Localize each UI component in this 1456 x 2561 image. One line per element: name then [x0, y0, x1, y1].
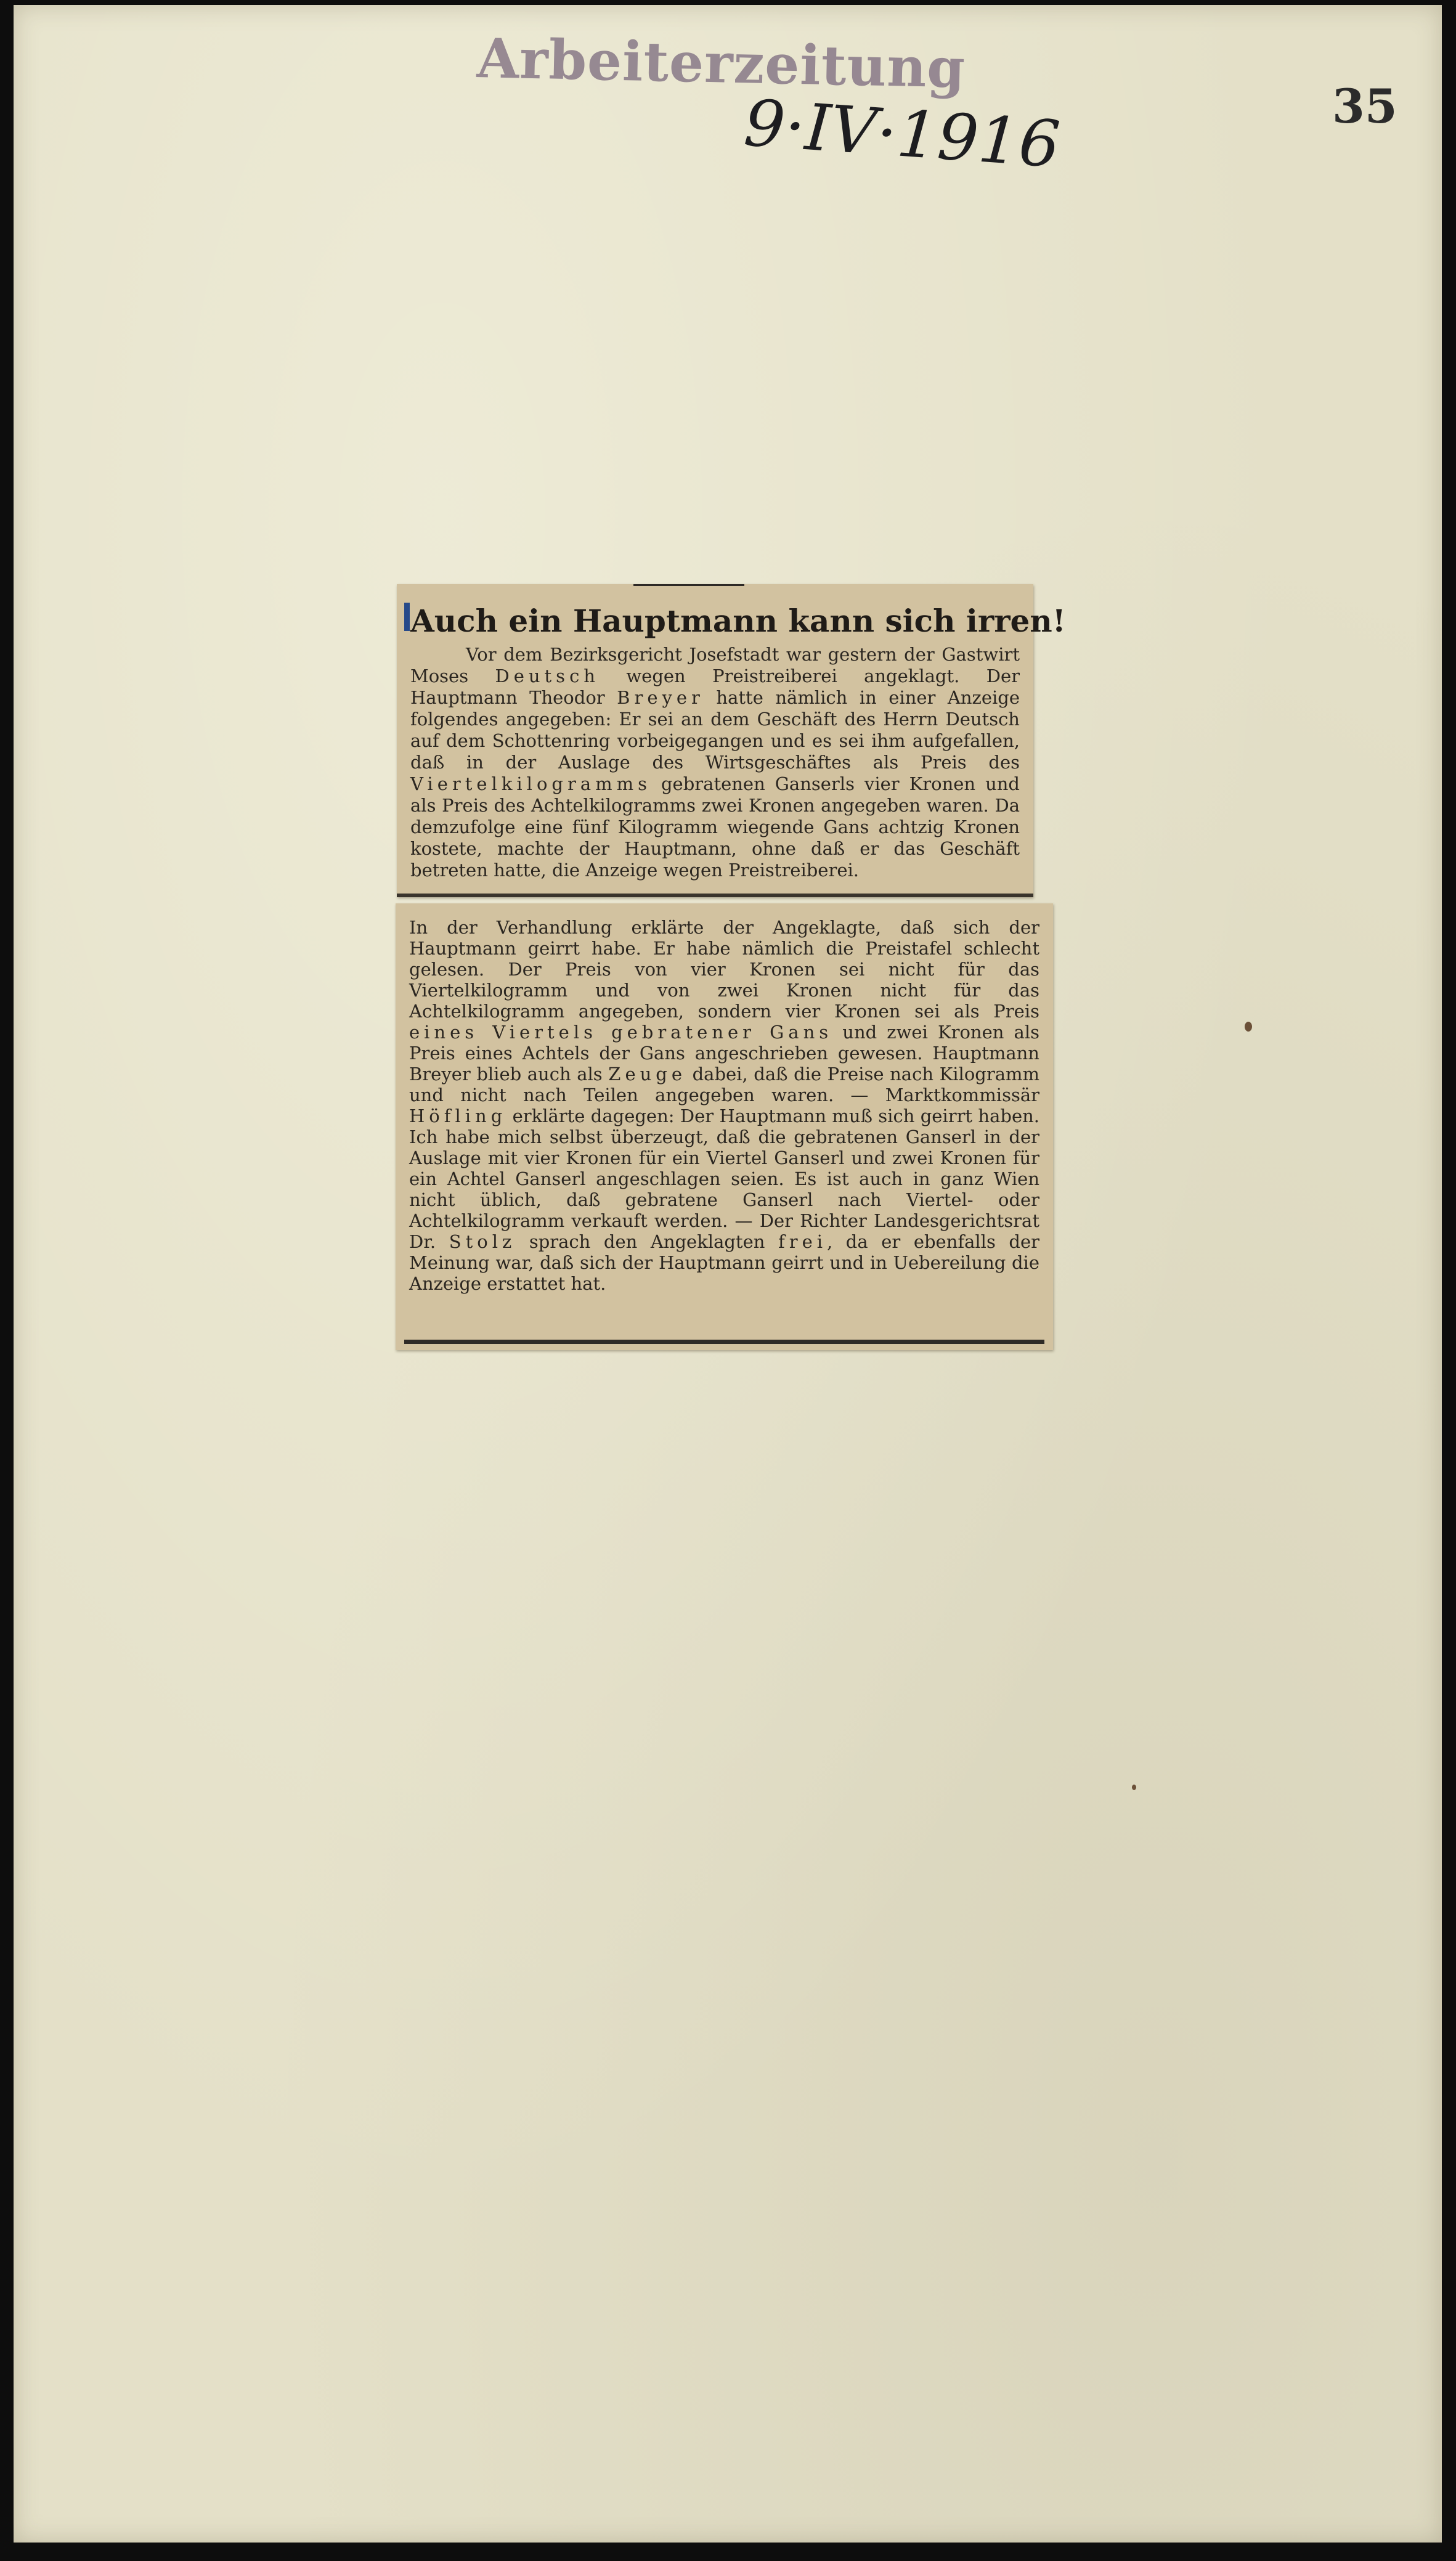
text-run: und zwei Kronen als Preis eines Achtels der Gans angeschrieben gewesen. Hauptmann Breyer blieb auch als — [409, 1022, 1040, 1085]
text-run: gebratenen Ganserls vier Kronen und als Preis des Achtelkilogramms zwei Kronen angegeben waren. Da demzufolge eine fünf Kilogramm wiegende Gans achtzig Kronen kostete, machte der Hauptmann, ohne daß er das Geschäft betreten hatte, die Anzeige wegen Preistreiberei. — [410, 773, 1020, 881]
publication-stamp: Arbeiterzeitung — [476, 26, 967, 100]
newspaper-clipping-bottom — [396, 903, 1053, 1350]
emphasized-term: frei — [778, 1231, 828, 1252]
text-run: dabei, daß die Preise nach Kilogramm und nicht nach Teilen angegeben waren. — Marktkommissär — [409, 1064, 1039, 1105]
paper-speck — [1245, 1022, 1252, 1032]
text-run: erklärte dagegen: Der Hauptmann muß sich geirrt haben. Ich habe mich selbst überzeugt, daß die gebratenen Ganserl in der Auslage mit vier Kronen für ein Viertel Ganserl und zwei Kronen für ein Achtel Ganserl angeschlagen seien. Es ist auch in ganz Wien nicht üblich, daß gebratene Ganserl nach Viertel- oder Achtelkilogramm verkauft werden. — Der Richter Landesgerichtsrat Dr. — [409, 1105, 1039, 1252]
blue-tab-mark — [404, 603, 410, 631]
emphasized-term: Viertelkilogramms — [410, 773, 652, 794]
emphasized-name: Stolz — [449, 1231, 516, 1252]
paper-speck — [1132, 1785, 1136, 1790]
article-paragraph-1 — [410, 644, 1020, 881]
article-paragraph-2 — [409, 917, 1039, 1294]
emphasized-name: Höfling — [409, 1105, 507, 1126]
emphasized-term: Zeuge — [608, 1064, 687, 1085]
emphasized-name: Breyer — [617, 687, 704, 708]
text-run: , da er ebenfalls der Meinung war, daß sich der Hauptmann geirrt und in Uebereilung die Anzeige erstattet hat. — [409, 1231, 1039, 1294]
text-run: In der Verhandlung erklärte der Angeklagte, daß sich der Hauptmann geirrt habe. Er habe nämlich die Preistafel schlecht gelesen. Der Preis von vier Kronen sei nicht für das Viertelkilogramm und von zwei Kronen nicht für das Achtelkilogramm angegeben, sondern vier Kronen sei als Preis — [409, 917, 1039, 1022]
text-run: wegen Preistreiberei angeklagt. Der Hauptmann Theodor — [410, 666, 1020, 708]
emphasized-phrase: eines Viertels gebratener Gans — [409, 1022, 833, 1043]
newspaper-clipping-top — [397, 584, 1066, 897]
page-number: 35 — [1332, 79, 1397, 134]
text-run: sprach den Angeklagten — [516, 1231, 778, 1252]
archive-sheet — [14, 5, 1442, 2543]
emphasized-name: Deutsch — [495, 666, 600, 686]
text-run: hatte nämlich in einer Anzeige folgendes angegeben: Er sei an dem Geschäft des Herrn Deutsch auf dem Schottenring vorbeigegangen und es sei ihm aufgefallen, daß in der Auslage des Wirtsgeschäftes als Preis des — [410, 687, 1020, 773]
handwritten-date: 9·IV·1916 — [741, 85, 1063, 182]
column-end-rule — [404, 1340, 1044, 1344]
article-headline: Auch ein Hauptmann kann sich irren! — [410, 603, 1066, 639]
text-run: Vor dem Bezirksgericht Josefstadt war gestern der Gastwirt Moses — [410, 644, 1020, 686]
clipping-edge-rule — [397, 894, 1033, 897]
